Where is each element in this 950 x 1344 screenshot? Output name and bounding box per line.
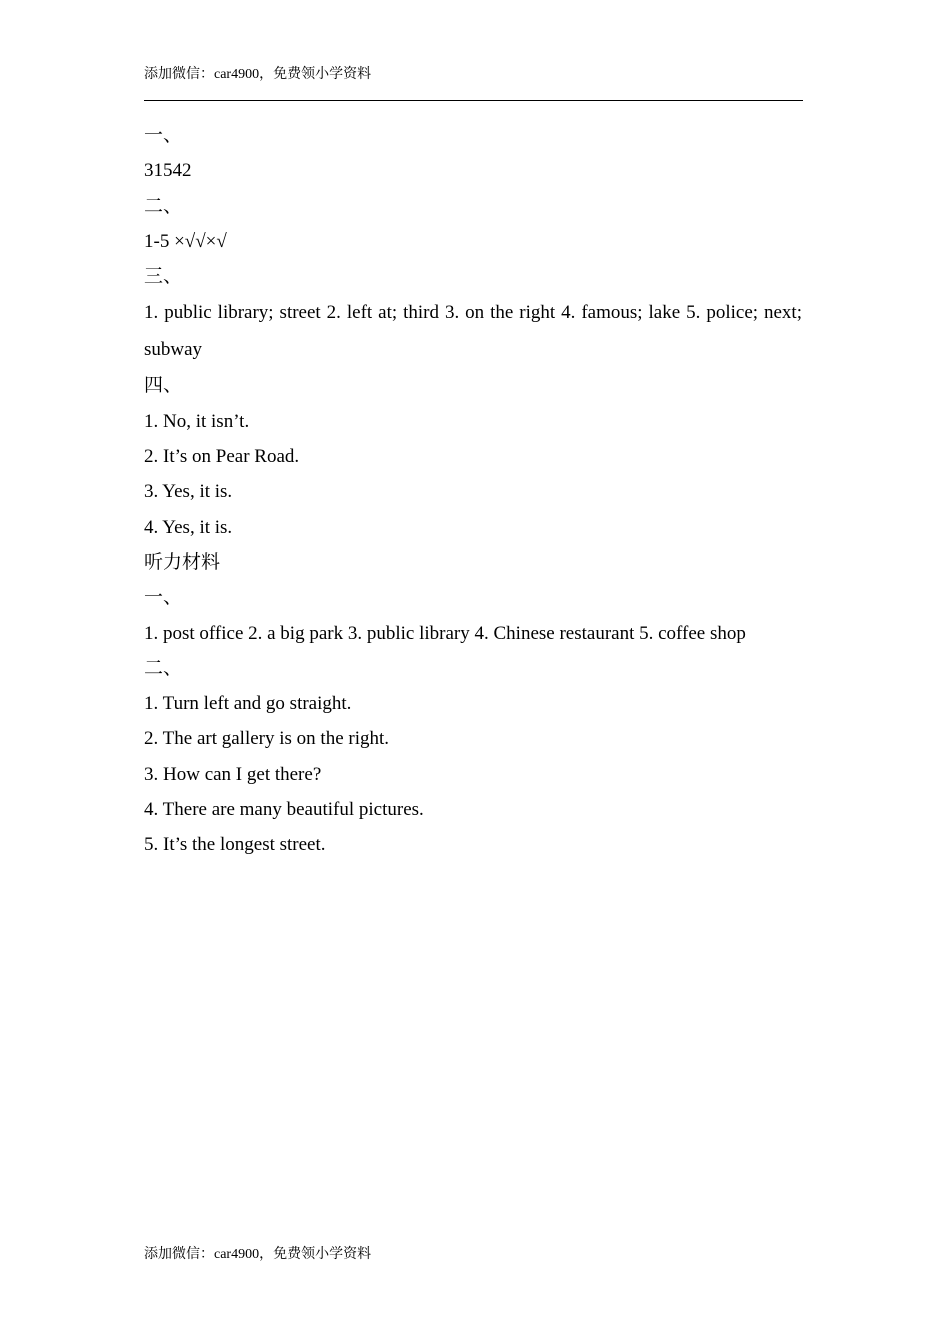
section-4-heading: 四、 xyxy=(144,375,183,397)
listening-section-2-item: 4. There are many beautiful pictures. xyxy=(144,799,424,821)
answer-content xyxy=(144,118,802,863)
listening-section-2-item: 3. How can I get there? xyxy=(144,763,322,785)
section-4-item: 1. No, it isn’t. xyxy=(144,410,250,432)
section-4-item: 2. It’s on Pear Road. xyxy=(144,446,300,468)
section-4-item: 4. Yes, it is. xyxy=(144,516,233,538)
page-footer-text: 添加微信：car4900，免费领小学资料 xyxy=(144,1247,372,1262)
listening-section-1-heading: 一、 xyxy=(144,587,183,609)
section-2-answer: 1-5 ×√√×√ xyxy=(144,230,227,252)
listening-section-2-item: 2. The art gallery is on the right. xyxy=(144,728,390,750)
header-divider xyxy=(144,100,803,101)
section-1-answer: 31542 xyxy=(144,160,192,182)
section-1-heading: 一、 xyxy=(144,125,183,146)
listening-section-1-text: 1. post office 2. a big park 3. public library 4. Chinese restaurant 5. coffee shop xyxy=(144,622,746,644)
listening-section-2-item: 5. It’s the longest street. xyxy=(144,834,326,856)
section-3-answer: 1. public library; street 2. left at; third 3. on the right 4. famous; lake 5. police; next; subway xyxy=(144,302,802,361)
section-3-heading: 三、 xyxy=(144,266,183,288)
section-2-heading: 二、 xyxy=(144,195,183,217)
listening-section-2-item: 1. Turn left and go straight. xyxy=(144,693,352,715)
section-4-item: 3. Yes, it is. xyxy=(144,481,233,503)
page-header-text: 添加微信：car4900，免费领小学资料 xyxy=(144,67,372,82)
listening-title: 听力材料 xyxy=(144,551,221,573)
listening-section-2-heading: 二、 xyxy=(144,657,183,679)
